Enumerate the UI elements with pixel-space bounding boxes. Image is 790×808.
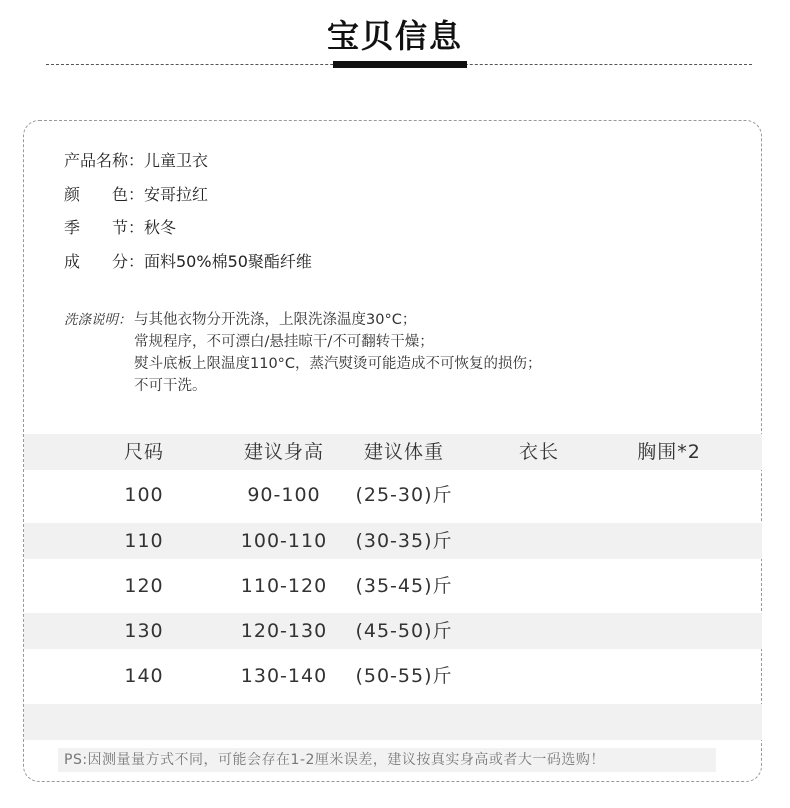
cell-size: 120 [124,575,164,597]
measurement-note: PS:因测量量方式不同，可能会存在1-2厘米误差，建议按真实身高或者大一码选购！ [58,748,716,772]
table-row [24,568,762,604]
table-row [24,523,762,559]
page-title: 宝贝信息 [326,17,463,55]
cell-chest [614,568,724,604]
spec-row-material [64,250,312,274]
cell-length [484,613,594,649]
spec-label: 季 节： [64,218,145,237]
table-header-row [24,434,762,470]
cell-height: 100-110 [240,530,328,552]
cell-length [484,568,594,604]
cell-chest [614,477,724,513]
spec-label: 成 分： [64,252,145,271]
care-title: 洗涤说明： [64,312,132,328]
care-line: 不可干洗。 [134,378,207,394]
cell-length [484,658,594,694]
cell-size: 100 [124,484,164,506]
table-row [24,613,762,649]
header-height: 建议身高 [243,441,324,463]
spec-value: 秋冬 [144,218,177,237]
cell-weight: (30-35)斤 [355,530,453,552]
cell-chest [614,658,724,694]
care-line: 与其他衣物分开洗涤，上限洗涤温度30°C； [134,312,417,328]
spec-row-color [64,183,208,207]
spec-row-season [64,216,176,240]
cell-chest [614,704,724,740]
table-row [24,704,762,740]
cell-length [484,477,594,513]
header-size: 尺码 [123,441,164,463]
cell-height: 130-140 [240,665,328,687]
cell-weight: (45-50)斤 [355,620,453,642]
cell-height: 110-120 [240,575,328,597]
cell-chest [614,523,724,559]
table-row [24,658,762,694]
spec-label: 产品名称： [64,151,145,170]
spec-value: 安哥拉红 [144,185,209,204]
cell-weight [344,704,464,740]
cell-weight: (25-30)斤 [355,484,453,506]
cell-height: 120-130 [240,620,328,642]
care-instructions [64,308,542,394]
cell-chest [614,613,724,649]
cell-size [94,704,194,740]
header-length: 衣长 [518,441,559,463]
care-line: 常规程序，不可漂白/悬挂晾干/不可翻转干燥； [134,334,434,350]
cell-size: 130 [124,620,164,642]
spec-value: 面料50%棉50聚酯纤维 [144,252,312,271]
cell-weight: (50-55)斤 [355,665,453,687]
spec-label: 颜 色： [64,185,145,204]
table-row [24,477,762,513]
cell-length [484,523,594,559]
title-underline-bar [333,61,467,68]
cell-weight: (35-45)斤 [355,575,453,597]
header-weight: 建议体重 [363,441,444,463]
cell-size: 140 [124,665,164,687]
cell-height: 90-100 [247,484,321,506]
header-chest: 胸围*2 [637,441,701,463]
care-line: 熨斗底板上限温度110°C，蒸汽熨烫可能造成不可恢复的损伤； [134,356,542,372]
cell-size: 110 [124,530,164,552]
spec-row-name [64,149,208,173]
cell-height [214,704,354,740]
cell-length [484,704,594,740]
spec-value: 儿童卫衣 [144,151,209,170]
